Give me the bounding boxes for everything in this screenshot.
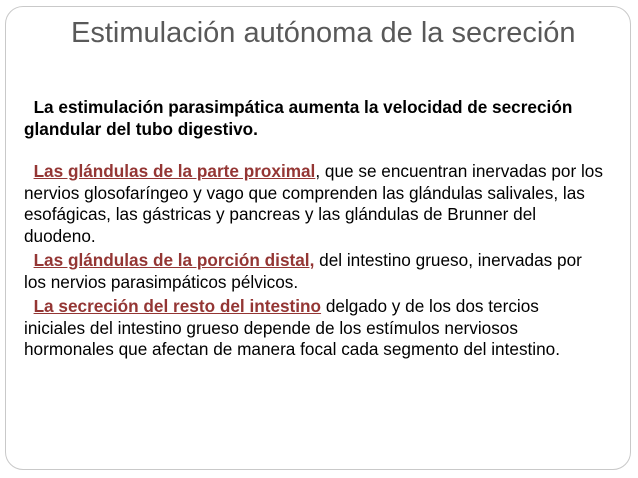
slide-title: Estimulación autónoma de la secreción bbox=[71, 17, 576, 49]
paragraph-lead-proximal: Las glándulas de la parte proximal bbox=[33, 161, 316, 181]
slide-body bbox=[24, 97, 604, 361]
paragraph-text-remaining: delgado y de los dos tercios iniciales del intestino grueso depende de los estímulos nerviosos hormonales que afectan de manera focal cada segmento del intestino. bbox=[24, 296, 561, 359]
paragraph-remaining-intestine bbox=[24, 296, 604, 361]
paragraph-text-proximal: , que se encuentran inervadas por los nervios glosofaríngeo y vago que comprenden las glándulas salivales, las esofágicas, las gástricas y pancreas y las glándulas de Brunner del duodeno. bbox=[24, 161, 603, 246]
paragraph-proximal-glands bbox=[24, 161, 604, 247]
paragraph-lead-remaining: La secreción del resto del intestino bbox=[33, 296, 322, 316]
intro-text: La estimulación parasimpática aumenta la velocidad de secreción glandular del tubo digestivo. bbox=[24, 97, 573, 139]
paragraph-distal-glands bbox=[24, 250, 604, 293]
paragraph-lead-distal: Las glándulas de la porción distal, bbox=[33, 250, 315, 270]
paragraph-text-distal: del intestino grueso, inervadas por los nervios parasimpáticos pélvicos. bbox=[24, 250, 582, 292]
intro-paragraph bbox=[24, 97, 604, 140]
